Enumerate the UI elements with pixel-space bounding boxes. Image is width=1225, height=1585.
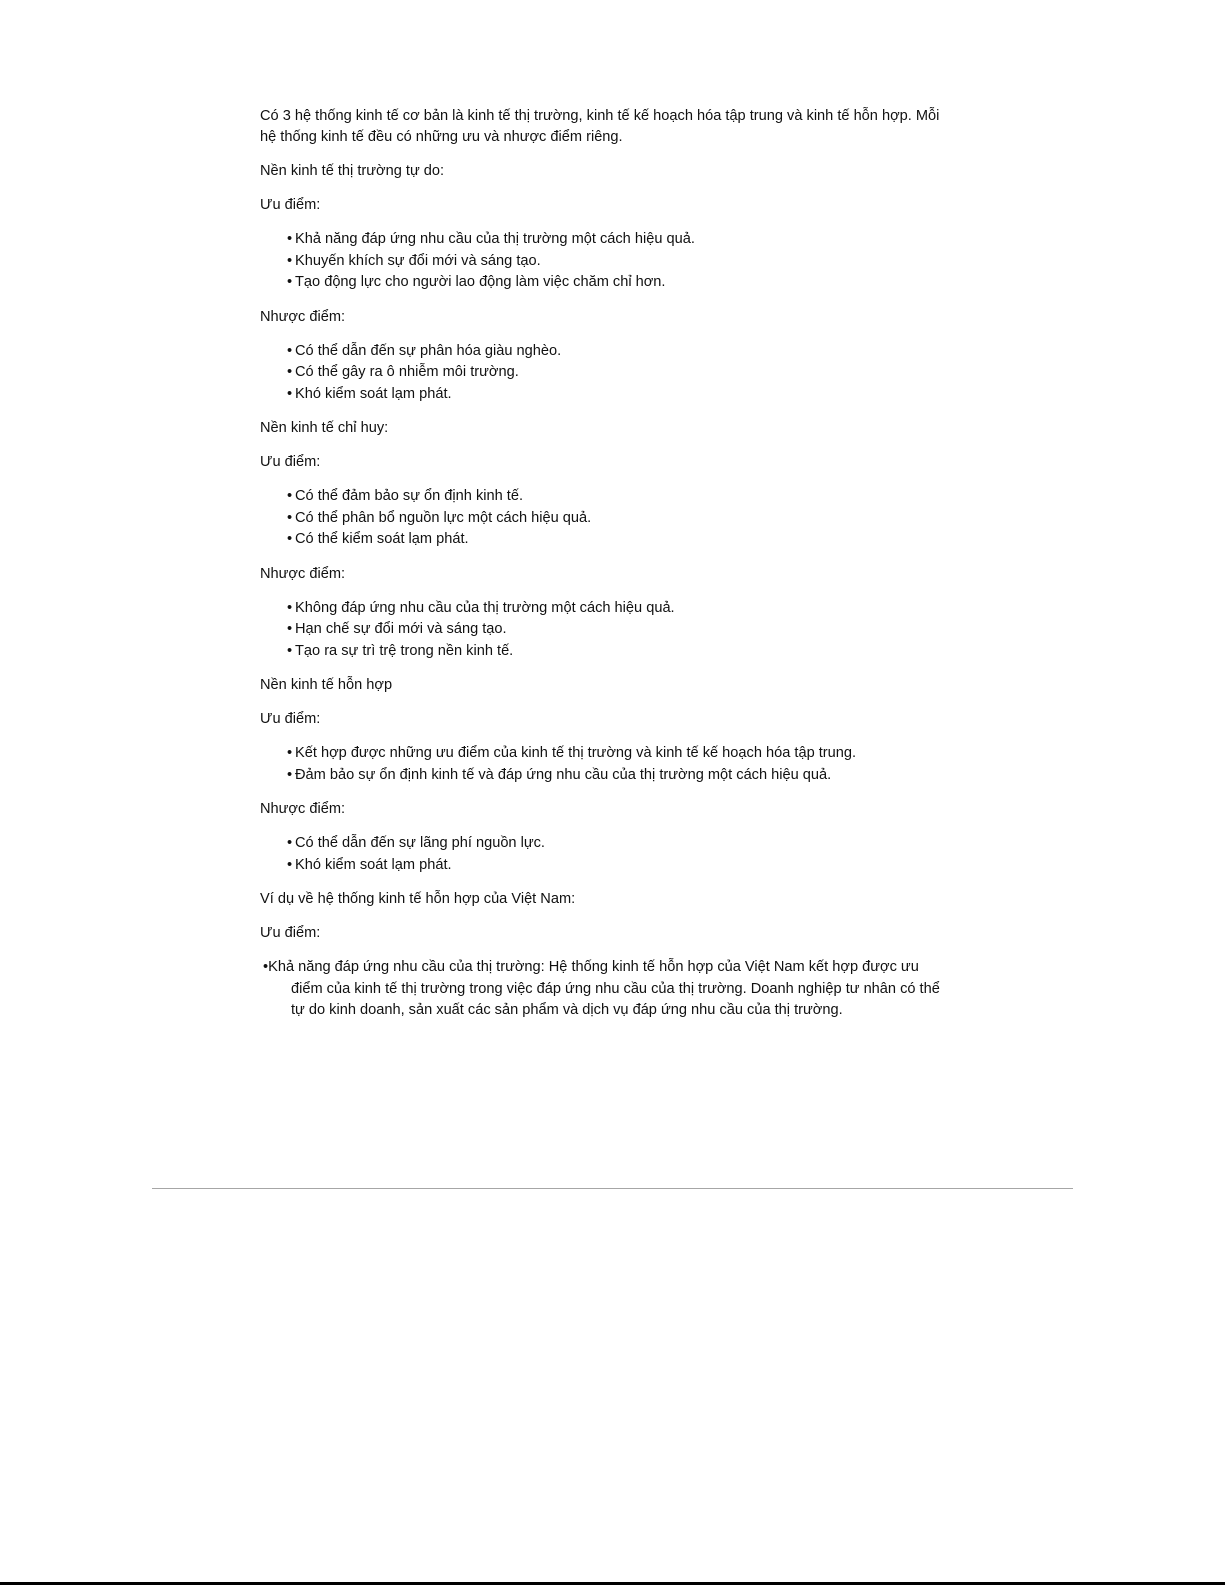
cons-label: Nhược điểm: [260,565,346,582]
bullet-icon: • [287,531,293,547]
page-divider [152,1188,1073,1189]
list-item: • Có thể đảm bảo sự ổn định kinh tế. [287,486,950,508]
bullet-icon: • [287,509,293,526]
bullet-icon: • [263,959,269,975]
list-item: • Có thể phân bổ nguồn lực một cách hiệu quả. [287,508,950,530]
pros-label: Ưu điểm: [260,925,321,941]
section-heading-command: Nền kinh tế chỉ huy: [260,420,389,436]
bullet-icon: • [287,599,293,616]
list-item: • Đảm bảo sự ổn định kinh tế và đáp ứng nhu cầu của thị trường một cách hiệu quả. [287,765,950,787]
bullet-icon: • [287,385,293,402]
list-item: • Có thể gây ra ô nhiễm môi trường. [287,362,950,384]
cons-label: Nhược điểm: [260,801,346,817]
pros-label: Ưu điểm: [260,197,321,213]
example-heading: Ví dụ về hệ thống kinh tế hỗn hợp của Việt Nam: [260,891,576,907]
list-item: • Có thể dẫn đến sự phân hóa giàu nghèo. [287,341,950,363]
list-item: • Khuyến khích sự đổi mới và sáng tạo. [287,251,950,273]
document-body [260,106,950,1022]
bullet-icon: • [287,364,293,380]
section-heading-mixed: Nền kinh tế hỗn hợp [260,677,393,693]
bullet-icon: • [287,231,293,247]
list-item: • Có thể kiểm soát lạm phát. [287,529,950,551]
intro-paragraph: Có 3 hệ thống kinh tế cơ bản là kinh tế thị trường, kinh tế kế hoạch hóa tập trung và kinh tế hỗn hợp. Mỗi hệ thống kinh tế đều có những ưu và nhược điểm riêng. [260,108,940,145]
list-item: • Kết hợp được những ưu điểm của kinh tế thị trường và kinh tế kế hoạch hóa tập trung. [287,743,950,765]
pros-label: Ưu điểm: [260,454,321,470]
bullet-icon: • [287,621,293,637]
list-item: • Có thể dẫn đến sự lãng phí nguồn lực. [287,833,950,855]
cons-list [260,833,950,876]
bullet-icon: • [287,252,293,269]
bullet-icon: • [287,766,293,783]
example-bullet-paragraph: •Khả năng đáp ứng nhu cầu của thị trường: Hệ thống kinh tế hỗn hợp của Việt Nam kết hợp được ưu điểm của kinh tế thị trường trong việc đáp ứng nhu cầu của thị trường. Doanh nghiệp tư nhân có thể tự do kinh doanh, sản xuất các sản phẩm và dịch vụ đáp ứng nhu cầu của thị trường. [263,959,940,1018]
bullet-icon: • [287,488,293,504]
cons-list [260,598,950,663]
list-item: • Tạo ra sự trì trệ trong nền kinh tế. [287,641,950,663]
list-item: • Khả năng đáp ứng nhu cầu của thị trường một cách hiệu quả. [287,229,950,251]
bullet-icon: • [287,745,293,761]
bullet-icon: • [287,342,293,359]
pros-label: Ưu điểm: [260,711,321,727]
cons-label: Nhược điểm: [260,308,346,325]
list-item: • Khó kiểm soát lạm phát. [287,855,950,877]
bullet-icon: • [287,856,293,873]
bullet-icon: • [287,274,293,290]
list-item: • Tạo động lực cho người lao động làm việc chăm chỉ hơn. [287,272,950,294]
section-heading-free-market: Nền kinh tế thị trường tự do: [260,163,445,179]
pros-list [260,229,950,294]
list-item: • Không đáp ứng nhu cầu của thị trường một cách hiệu quả. [287,598,950,620]
bullet-icon: • [287,835,293,851]
list-item: • Hạn chế sự đổi mới và sáng tạo. [287,619,950,641]
pros-list [260,743,950,786]
bullet-icon: • [287,642,293,659]
cons-list [260,341,950,406]
list-item: • Khó kiểm soát lạm phát. [287,384,950,406]
pros-list [260,486,950,551]
